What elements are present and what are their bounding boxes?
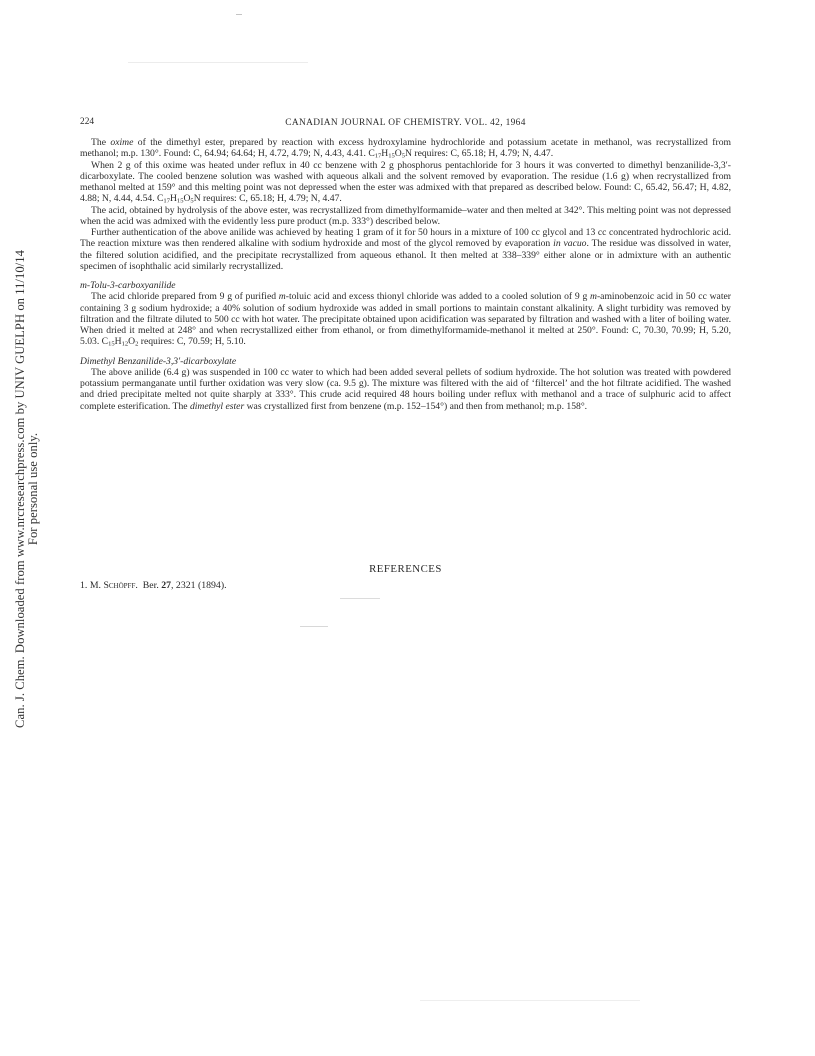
paragraph-oxime: The oxime of the dimethyl ester, prepared by reaction with excess hydroxylamine hydrochloride and potassium acetate in methanol, was recrystallized from methanol; m.p. 130°. Found: C, 64.94; 64.64; H, 4.72, 4.79; N, 4.43, 4.41. $C_{17}H_{15}O_5N$ requires: C, 65.18; H, 4.79; N, 4.47. xyxy=(80,137,731,160)
reference-journal: Ber. xyxy=(142,580,159,591)
references-heading: REFERENCES xyxy=(369,563,442,575)
scan-speck xyxy=(128,62,308,63)
section-heading-dimethyl-ester: Dimethyl Benzanilide-3,3′-dicarboxylate xyxy=(80,355,237,367)
scan-speck xyxy=(420,1000,640,1001)
reference-volume: 27 xyxy=(161,580,172,591)
paragraph-hydrolysis: The acid, obtained by hydrolysis of the above ester, was recrystallized from dimethylformamide–water and then melted at 342°. This melting point was not depressed when the acid was admixed with the evidently less pure product (m.p. 333°) described below. xyxy=(80,204,731,227)
download-notice xyxy=(14,179,40,799)
download-notice-line1: Can. J. Chem. Downloaded from www.nrcresearchpress.com by UNIV GUELPH on 11/10/14 xyxy=(13,250,27,728)
section-heading-toluanilide: m-Tolu-3-carboxyanilide xyxy=(80,280,176,291)
dimethyl-ester-term: dimethyl ester xyxy=(189,400,245,412)
scan-speck xyxy=(300,626,328,627)
page-number: 224 xyxy=(80,117,95,127)
reference-author: Schöpff xyxy=(103,580,136,591)
running-head: CANADIAN JOURNAL OF CHEMISTRY. VOL. 42, 1964 xyxy=(285,118,526,128)
paragraph-toluanilide: The acid chloride prepared from 9 g of purified m-toluic acid and excess thionyl chloride was added to a cooled solution of 9 g m-aminobenzoic acid in 50 cc water containing 3 g sodium hydroxide; a 40% solution of sodium hydroxide was added in small portions to maintain constant alkalinity. A slight turbidity was removed by filtration and the filtrate diluted to 500 cc with hot water. The precipitate obtained upon acidification was separated by filtration and washed with a liter of boiling water. When dried it melted at 248° and when recrystallized either from ethanol, or from dimethylformamide-methanol it melted at 250°. Found: C, 70.30, 70.99; H, 5.20, 5.03. $C_{15}H_{12}O_2$ requires: C, 70.59; H, 5.10. xyxy=(80,291,731,348)
oxime-term: oxime xyxy=(110,137,134,148)
reference-initial: M. xyxy=(89,580,104,591)
scan-speck xyxy=(340,598,380,599)
article-body xyxy=(80,137,731,412)
in-vacuo-term: in vacuo xyxy=(553,238,587,250)
reference-number: 1. xyxy=(80,580,88,591)
scan-speck xyxy=(236,14,242,15)
paragraph-authentication: Further authentication of the above anilide was achieved by heating 1 gram of it for 50 hours in a mixture of 100 cc glycol and 13 cc concentrated hydrochloric acid. The reaction mixture was then rendered alkaline with sodium hydroxide and most of the glycol removed by evaporation in vacuo. The residue was dissolved in water, the filtered solution acidified, and the precipitate recrystallized from aqueous ethanol. It then melted at 338–339° either alone or in admixture with an authentic specimen of isophthalic acid similarly recrystallized. xyxy=(80,227,732,272)
paragraph-rearrangement: When 2 g of this oxime was heated under reflux in 40 cc benzene with 2 g phosphorus pentachloride for 3 hours it was converted to dimethyl benzanilide-3,3′-dicarboxylate. The cooled benzene solution was washed with aqueous alkali and the solvent removed by evaporation. The residue (1.6 g) when recrystallized from methanol melted at 159° and this melting point was not depressed when the ester was admixed with that prepared as described below. Found: C, 65.42, 56.47; H, 4.82, 4.88; N, 4.44, 4.54. $C_{17}H_{15}O_5N$ requires: C, 65.18; H, 4.79; N, 4.47. xyxy=(80,159,731,205)
download-notice-line2: For personal use only. xyxy=(26,432,40,546)
page-header xyxy=(80,117,731,131)
reference-item: 1. M. Schöpff. Ber. 27, 2321 (1894). xyxy=(80,580,227,591)
reference-pages-year: , 2321 (1894). xyxy=(171,580,227,591)
paragraph-oxidation: The above anilide (6.4 g) was suspended in 100 cc water to which had been added several pellets of sodium hydroxide. The hot solution was treated with powdered potassium permanganate until further oxidation was very slow (ca. 9.5 g). The mixture was filtered with the aid of ‘filtercel’ and the hot filtrate acidified. The washed and dried precipitate melted not quite sharply at 333°. This crude acid required 48 hours boiling under reflux with methanol and a trace of sulphuric acid to affect complete esterification. The dimethyl ester was crystallized first from benzene (m.p. 152–154°) and then from methanol; m.p. 158°. xyxy=(80,366,731,412)
